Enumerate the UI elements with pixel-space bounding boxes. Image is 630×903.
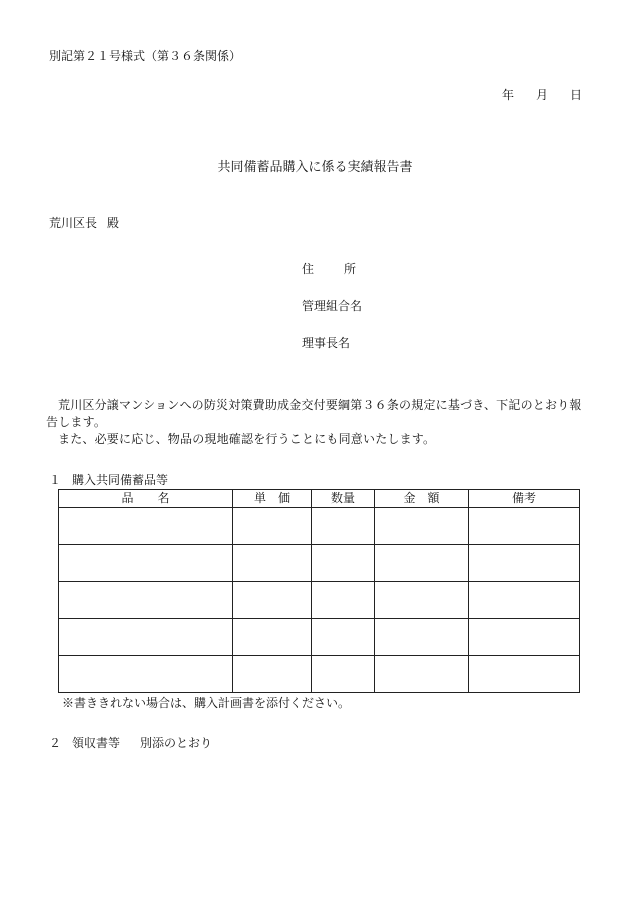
date-month-label: 月 [535,88,548,102]
table-cell[interactable] [375,545,469,582]
table-row [59,545,580,582]
table-cell[interactable] [59,582,233,619]
col-header-item-name: 品 名 [59,490,233,508]
section1-number: １ [49,473,62,487]
table-cell[interactable] [233,619,312,656]
chairperson-name-label: 理事長名 [302,336,351,350]
date-line [502,88,582,102]
table-cell[interactable] [312,619,375,656]
addressee [49,216,119,230]
applicant-address-label [302,262,356,276]
form-number: 別記第２１号様式（第３６条関係） [49,49,242,63]
address-label-2: 所 [344,262,357,276]
table-row [59,619,580,656]
col-header-unit-price: 単 価 [233,490,312,508]
table-cell[interactable] [233,508,312,545]
table-cell[interactable] [312,545,375,582]
addressee-name: 荒川区長 [49,216,98,230]
table-row [59,656,580,693]
table-row [59,508,580,545]
table-cell[interactable] [375,656,469,693]
section2 [49,736,212,750]
table-cell[interactable] [469,619,580,656]
col-header-quantity: 数量 [312,490,375,508]
date-year-label: 年 [501,88,514,102]
table-cell[interactable] [59,508,233,545]
table-cell[interactable] [375,582,469,619]
association-name-label: 管理組合名 [302,299,363,313]
table-cell[interactable] [469,545,580,582]
section2-value: 別添のとおり [140,736,213,750]
table-row [59,582,580,619]
document-title: 共同備蓄品購入に係る実績報告書 [217,160,413,175]
table-cell[interactable] [312,508,375,545]
col-header-remarks: 備考 [469,490,580,508]
body-text [46,397,584,448]
body-paragraph-2: また、必要に応じ、物品の現地確認を行うことにも同意いたします。 [58,432,436,446]
date-day-label: 日 [569,88,582,102]
table-cell[interactable] [312,582,375,619]
table-cell[interactable] [469,508,580,545]
items-table [58,489,580,693]
section1-title: 購入共同備蓄品等 [72,473,169,487]
table-cell[interactable] [59,619,233,656]
section1-heading [49,473,168,487]
table-header-row [59,490,580,508]
table-cell[interactable] [469,656,580,693]
table-cell[interactable] [375,619,469,656]
address-label-1: 住 [302,262,315,276]
table-cell[interactable] [233,656,312,693]
col-header-amount: 金 額 [375,490,469,508]
body-paragraph-1: 荒川区分譲マンションへの防災対策費助成金交付要綱第３６条の規定に基づき、下記のとおり報告します。 [46,398,582,429]
table-note: ※書ききれない場合は、購入計画書を添付ください。 [62,696,351,710]
addressee-honorific: 殿 [107,216,120,230]
table-cell[interactable] [233,545,312,582]
section2-label: 領収書等 [72,736,121,750]
table-cell[interactable] [375,508,469,545]
table-cell[interactable] [312,656,375,693]
table-cell[interactable] [59,656,233,693]
section2-number: ２ [49,736,62,750]
table-cell[interactable] [469,582,580,619]
table-cell[interactable] [233,582,312,619]
table-cell[interactable] [59,545,233,582]
